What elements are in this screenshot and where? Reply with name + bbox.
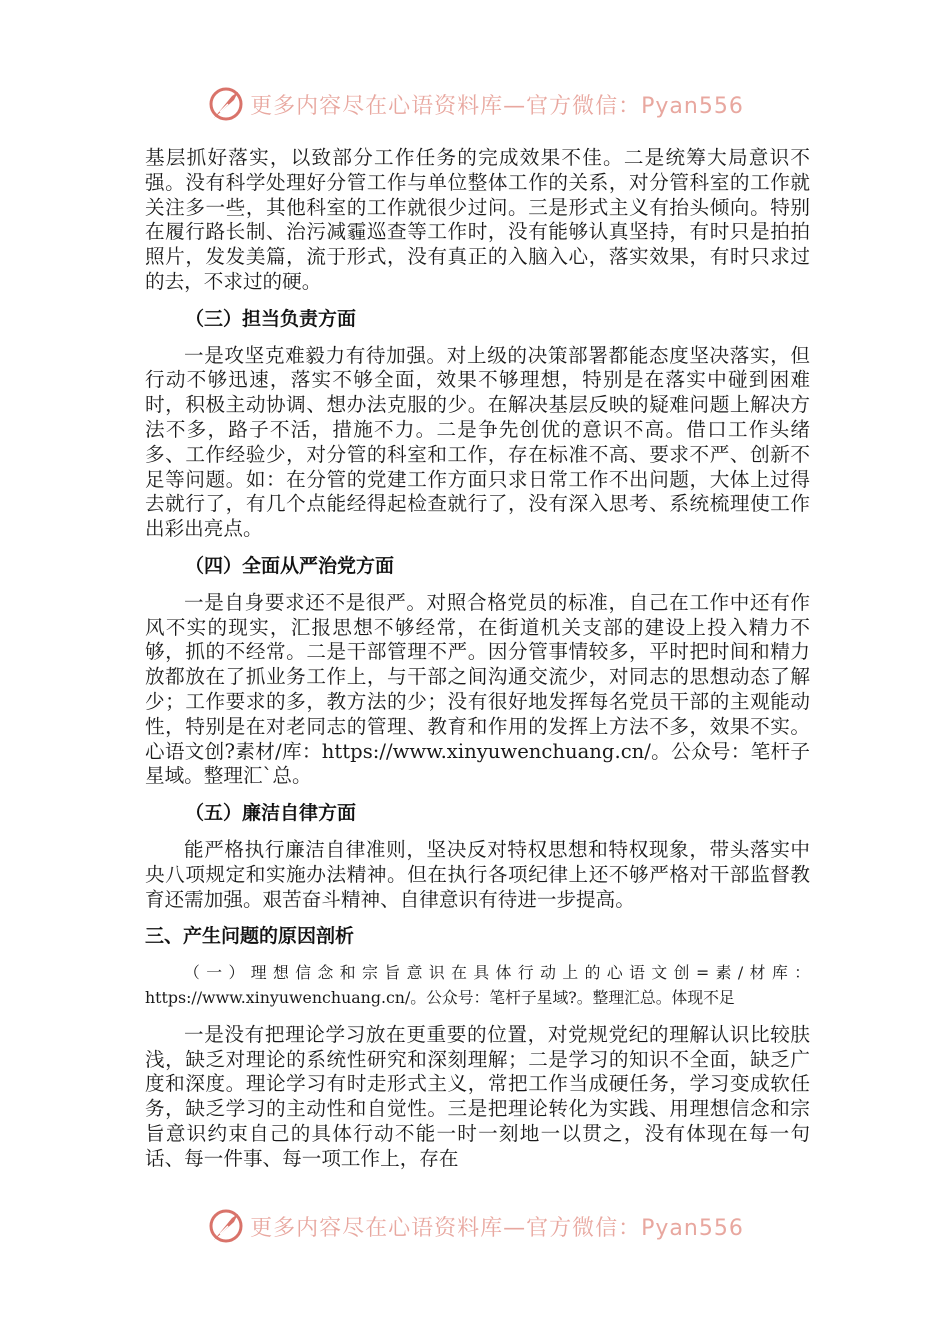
watermark-header bbox=[0, 82, 950, 126]
paragraph-subheading: （一）理想信念和宗旨意识在具体行动上的心语文创=素/材库：https://www.xinyuwenchuang.cn/。公众号：笔杆子星域?。整理汇总。体现不足 bbox=[145, 963, 810, 1007]
quill-logo-icon bbox=[206, 84, 246, 124]
document-body bbox=[145, 146, 810, 1171]
paragraph: 能严格执行廉洁自律准则，坚决反对特权思想和特权现象，带头落实中央八项规定和实施办法精神。但在执行各项纪律上还不够严格对干部监督教育还需加强。艰苦奋斗精神、自律意识有待进一步提高。 bbox=[145, 837, 810, 911]
paragraph: 一是攻坚克难毅力有待加强。对上级的决策部署都能态度坚决落实，但行动不够迅速，落实不够全面，效果不够理想，特别是在落实中碰到困难时，积极主动协调、想办法克服的少。在解决基层反映的疑难问题上解决方法不多，路子不活，措施不力。二是争先创优的意识不高。借口工作头绪多、工作经验少，对分管的科室和工作，存在标准不高、要求不严、创新不足等问题。如：在分管的党建工作方面只求日常工作不出问题，大体上过得去就行了，有几个点能经得起检查就行了，没有深入思考、系统梳理使工作出彩出亮点。 bbox=[145, 343, 810, 541]
paragraph: 基层抓好落实，以致部分工作任务的完成效果不佳。二是统筹大局意识不强。没有科学处理好分管工作与单位整体工作的关系，对分管科室的工作就关注多一些，其他科室的工作就很少过问。三是形式主义有抬头倾向。特别在履行路长制、治污减霾巡查等工作时，没有能够认真坚持，有时只是拍拍照片，发发美篇，流于形式，没有真正的入脑入心，落实效果，有时只求过的去，不求过的硬。 bbox=[145, 146, 810, 293]
paragraph: 一是没有把理论学习放在更重要的位置，对党规党纪的理解认识比较肤浅，缺乏对理论的系统性研究和深刻理解；二是学习的知识不全面，缺乏广度和深度。理论学习有时走形式主义，常把工作当成硬任务，学习变成软任务，缺乏学习的主动性和自觉性。三是把理论转化为实践、用理想信念和宗旨意识约束自己的具体行动不能一时一刻地一以贯之，没有体现在每一句话、每一件事、每一项工作上，存在 bbox=[145, 1022, 810, 1170]
watermark-footer bbox=[0, 1204, 950, 1248]
watermark-text: 更多内容尽在心语资料库—官方微信：Pyan556 bbox=[250, 93, 744, 119]
quill-logo-icon bbox=[206, 1206, 246, 1246]
section-heading-3: （三）担当负责方面 bbox=[185, 307, 357, 330]
chapter-heading-3: 三、产生问题的原因剖析 bbox=[145, 925, 355, 948]
section-heading-4: （四）全面从严治党方面 bbox=[185, 554, 395, 577]
section-heading-5: （五）廉洁自律方面 bbox=[185, 802, 357, 825]
watermark-text: 更多内容尽在心语资料库—官方微信：Pyan556 bbox=[250, 1215, 744, 1241]
paragraph: 一是自身要求还不是很严。对照合格党员的标准，自己在工作中还有作风不实的现实，汇报思想不够经常，在街道机关支部的建设上投入精力不够，抓的不经常。二是干部管理不严。因分管事情较多，平时把时间和精力放都放在了抓业务工作上，与干部之间沟通交流少，对同志的思想动态了解少；工作要求的多，教方法的少；没有很好地发挥每名党员干部的主观能动性，特别是在对老同志的管理、教育和作用的发挥上方法不多，效果不实。心语文创?素材/库：https://www.xinyuwenchuang.cn/。公众号：笔杆子星域。整理汇`总。 bbox=[145, 590, 810, 788]
